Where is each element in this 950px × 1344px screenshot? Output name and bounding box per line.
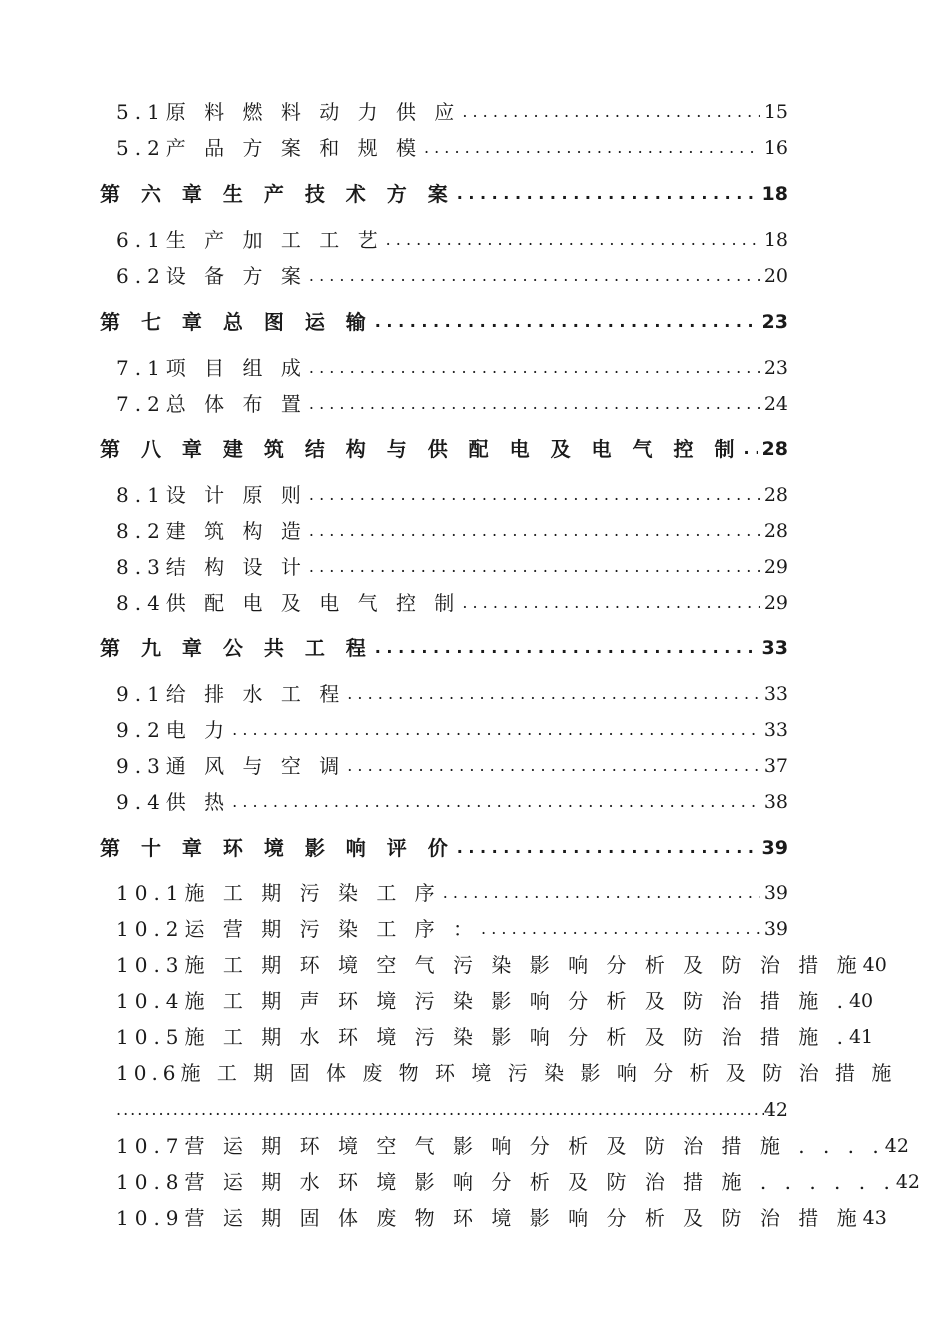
toc-entry-page: 39 <box>763 882 788 904</box>
toc-entry-page: 42 <box>763 1099 788 1121</box>
toc-entry-title: 10.3施 工 期 环 境 空 气 污 染 影 响 分 析 及 防 治 措 施 <box>116 953 863 977</box>
toc-entry-page: 42 <box>895 1171 921 1193</box>
toc-entry[interactable] <box>116 787 788 817</box>
toc-entry[interactable] <box>116 480 788 510</box>
toc-chapter-page: 23 <box>761 311 788 333</box>
toc-chapter-title: 第 九 章 公 共 工 程 <box>100 636 373 660</box>
toc-chapter-title: 第 六 章 生 产 技 术 方 案 <box>100 182 455 206</box>
toc-leader-dots <box>232 787 760 817</box>
toc-leader-dots <box>457 179 758 209</box>
toc-entry-title: 9.1给 排 水 工 程 <box>116 682 346 706</box>
toc-entry-title: 7.1项 目 组 成 <box>116 356 307 380</box>
toc-entry-page: 33 <box>763 683 788 705</box>
toc-entry[interactable] <box>116 516 788 546</box>
toc-chapter-page: 28 <box>761 438 788 460</box>
toc-entry-page: 24 <box>763 393 788 415</box>
toc-entry-title: 6.1生 产 加 工 工 艺 <box>116 228 384 252</box>
toc-leader-dots <box>375 307 758 337</box>
toc-leader-dots <box>443 878 760 908</box>
toc-entry-page: 28 <box>763 484 788 506</box>
toc-leader-dots <box>424 133 760 163</box>
toc-entry[interactable] <box>116 133 788 163</box>
toc-entry-title: 9.4供 热 <box>116 790 231 814</box>
toc-entry-page: 33 <box>763 719 788 741</box>
toc-entry-page: 38 <box>763 791 788 813</box>
toc-leader-dots <box>309 480 760 510</box>
toc-leader-dots <box>309 389 760 419</box>
toc-leader-dots <box>116 1095 764 1125</box>
toc-entry-title: 8.2建 筑 构 造 <box>116 519 307 543</box>
toc-chapter-entry[interactable] <box>100 307 788 337</box>
toc-entry-title: 10.6施 工 期 固 体 废 物 环 境 污 染 影 响 分 析 及 防 治 措 施 <box>116 1061 897 1085</box>
toc-entry-title: 10.8营 运 期 水 环 境 影 响 分 析 及 防 治 措 施 . . . . . . <box>116 1170 896 1194</box>
toc-entry[interactable] <box>116 353 788 383</box>
toc-entry[interactable] <box>116 1131 909 1161</box>
toc-entry-title: 8.4供 配 电 及 电 气 控 制 <box>116 591 461 615</box>
toc-entry-title: 10.1施 工 期 污 染 工 序 <box>116 881 441 905</box>
toc-entry-page: 16 <box>763 137 788 159</box>
toc-entry[interactable] <box>116 225 788 255</box>
toc-entry[interactable] <box>116 715 788 745</box>
toc-entry[interactable] <box>116 914 788 944</box>
toc-entry-title: 6.2设 备 方 案 <box>116 264 307 288</box>
toc-entry-title: 9.2电 力 <box>116 718 231 742</box>
toc-entry[interactable] <box>116 588 788 618</box>
toc-entry[interactable] <box>116 1058 897 1088</box>
toc-leader-dots <box>375 633 758 663</box>
toc-entry[interactable] <box>116 986 874 1016</box>
toc-leader-dots <box>347 679 760 709</box>
toc-entry-title: 9.3通 风 与 空 调 <box>116 754 346 778</box>
toc-entry-page: 18 <box>763 229 788 251</box>
toc-entry[interactable] <box>116 1203 887 1233</box>
toc-leader-dots <box>481 914 760 944</box>
toc-entry[interactable] <box>116 878 788 908</box>
toc-chapter-entry[interactable] <box>100 179 788 209</box>
toc-leader-dots <box>457 833 758 863</box>
toc-leader-dots <box>309 353 760 383</box>
toc-entry-page: 39 <box>763 918 788 940</box>
toc-entry-title: 10.9营 运 期 固 体 废 物 环 境 影 响 分 析 及 防 治 措 施 <box>116 1206 863 1230</box>
toc-entry-title: 5.1原 料 燃 料 动 力 供 应 <box>116 100 461 124</box>
toc-entry-page: 42 <box>884 1135 909 1157</box>
toc-chapter-page: 33 <box>761 637 788 659</box>
toc-entry-title: 10.7营 运 期 环 境 空 气 影 响 分 析 及 防 治 措 施 . . . . <box>116 1134 885 1158</box>
toc-entry[interactable] <box>116 950 887 980</box>
toc-entry-page: 41 <box>848 1026 874 1048</box>
toc-entry-page: 29 <box>763 556 788 578</box>
toc-leader-dots <box>309 261 760 291</box>
toc-chapter-page: 18 <box>761 183 788 205</box>
toc-leader-dots <box>743 434 757 464</box>
toc-leader-dots <box>232 715 760 745</box>
toc-entry-page: 40 <box>848 990 874 1012</box>
toc-entry-title: 8.3结 构 设 计 <box>116 555 307 579</box>
toc-entry-page: 40 <box>862 954 887 976</box>
toc-entry-continuation[interactable] <box>116 1095 788 1125</box>
toc-entry-page: 28 <box>763 520 788 542</box>
toc-entry[interactable] <box>116 97 788 127</box>
toc-entry[interactable] <box>116 389 788 419</box>
toc-entry-page: 37 <box>763 755 788 777</box>
toc-entry[interactable] <box>116 679 788 709</box>
toc-entry[interactable] <box>116 261 788 291</box>
toc-entry-page: 23 <box>763 357 788 379</box>
toc-entry[interactable] <box>116 1167 921 1197</box>
toc-entry-page: 20 <box>763 265 788 287</box>
toc-entry[interactable] <box>116 1022 874 1052</box>
toc-chapter-entry[interactable] <box>100 434 788 464</box>
toc-entry-title: 7.2总 体 布 置 <box>116 392 307 416</box>
toc-entry-title: 10.2运 营 期 污 染 工 序 ： <box>116 917 480 941</box>
toc-chapter-title: 第 十 章 环 境 影 响 评 价 <box>100 836 455 860</box>
toc-entry-page: 43 <box>862 1207 887 1229</box>
toc-entry[interactable] <box>116 751 788 781</box>
toc-leader-dots <box>462 588 760 618</box>
toc-leader-dots <box>309 552 760 582</box>
toc-leader-dots <box>462 97 760 127</box>
toc-entry-title: 5.2产 品 方 案 和 规 模 <box>116 136 422 160</box>
toc-entry-page: 29 <box>763 592 788 614</box>
toc-chapter-entry[interactable] <box>100 833 788 863</box>
toc-entry[interactable] <box>116 552 788 582</box>
toc-chapter-title: 第 八 章 建 筑 结 构 与 供 配 电 及 电 气 控 制 <box>100 437 742 461</box>
toc-chapter-entry[interactable] <box>100 633 788 663</box>
toc-leader-dots <box>347 751 760 781</box>
toc-chapter-title: 第 七 章 总 图 运 输 <box>100 310 373 334</box>
toc-leader-dots <box>309 516 760 546</box>
toc-entry-title: 10.4施 工 期 声 环 境 污 染 影 响 分 析 及 防 治 措 施 . <box>116 989 849 1013</box>
toc-entry-title: 8.1设 计 原 则 <box>116 483 307 507</box>
toc-entry-title: 10.5施 工 期 水 环 境 污 染 影 响 分 析 及 防 治 措 施 . <box>116 1025 849 1049</box>
toc-chapter-page: 39 <box>761 837 788 859</box>
toc-entry-page: 15 <box>763 101 788 123</box>
toc-leader-dots <box>386 225 760 255</box>
